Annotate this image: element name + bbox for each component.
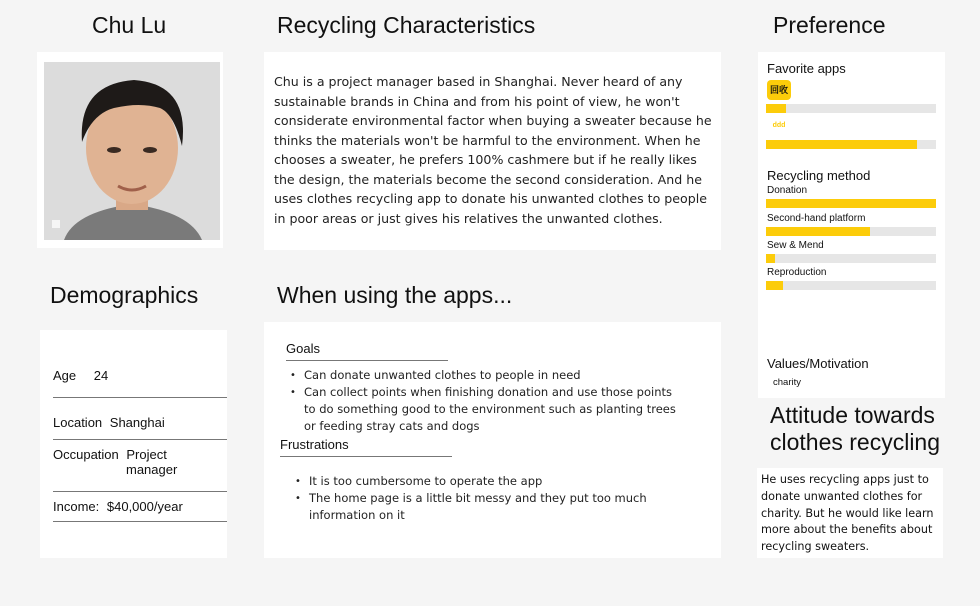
app-2-level-track	[766, 140, 936, 149]
values-title: Values/Motivation	[767, 356, 869, 371]
demographics-card	[40, 330, 227, 558]
persona-name: Chu Lu	[92, 12, 167, 38]
location-label: Location	[53, 415, 103, 430]
frustration-item: • The home page is a little bit messy and they put too much information on it	[291, 490, 651, 524]
characteristics-title: Recycling Characteristics	[277, 12, 536, 38]
favorite-apps-title: Favorite apps	[767, 61, 846, 76]
app-icon-2-glyph: ddd	[772, 122, 786, 129]
method-track-reproduction	[766, 281, 936, 290]
attitude-title-line2: clothes recycling	[770, 429, 941, 455]
app-icon-2[interactable]	[767, 118, 791, 134]
attitude-title-line1: Attitude towards	[770, 402, 935, 428]
method-bar-reproduction	[766, 281, 783, 290]
apps-title: When using the apps...	[277, 282, 513, 308]
demo-row-age	[53, 368, 227, 398]
occupation-value-line1: Project	[126, 447, 167, 462]
age-label: Age	[53, 368, 77, 383]
frustration-item: • It is too cumbersome to operate the app	[291, 473, 651, 490]
age-value: 24	[93, 368, 109, 383]
app-1-level-track	[766, 104, 936, 113]
method-track-sew-mend	[766, 254, 936, 263]
method-bar-sew-mend	[766, 254, 775, 263]
demo-row-income	[53, 499, 227, 522]
demographics-title: Demographics	[50, 282, 199, 308]
recycling-method-title: Recycling method	[767, 168, 871, 183]
goal-item: • Can donate unwanted clothes to people in need	[286, 367, 686, 384]
frustrations-list	[291, 473, 651, 524]
goals-list	[286, 367, 686, 435]
attitude-title	[770, 402, 940, 456]
app-icon-1-glyph: 回收	[769, 85, 788, 95]
characteristics-text: Chu is a project manager based in Shanghai. Never heard of any sustainable brands in China and from his point of view, he won't considerate environmental factor when buying a sweater because he thinks the materials won't be harmful to the environment. When he chooses a sweater, he prefers 100% cashmere but if he really likes the design, the materials become the second consideration. And he uses clothes recycling app to donate his unwanted clothes to people in poor areas or just gives his relatives the unwanted clothes.	[274, 74, 712, 226]
method-label-second-hand: Second-hand platform	[767, 213, 866, 224]
attitude-text: He uses recycling apps just to donate unwanted clothes for charity. But he would like learn more about the benefits about recycling sweaters.	[761, 473, 934, 554]
attitude-card	[757, 468, 943, 558]
method-label-donation: Donation	[767, 185, 808, 196]
goal-item: • Can collect points when finishing donation and use those points to do something good to the environment such as planting trees or feeding stray cats and dogs	[286, 384, 686, 435]
occupation-label: Occupation	[53, 447, 119, 462]
photo-card	[37, 52, 223, 248]
income-value: $40,000/year	[106, 499, 183, 514]
app-icon-1[interactable]	[767, 80, 791, 100]
method-bar-second-hand	[766, 227, 870, 236]
method-bar-donation	[766, 199, 936, 208]
portrait-illustration	[44, 62, 220, 240]
preference-title: Preference	[773, 12, 886, 38]
location-value: Shanghai	[109, 415, 165, 430]
method-track-second-hand	[766, 227, 936, 236]
apps-card	[264, 322, 721, 558]
demo-row-location	[53, 415, 227, 440]
values-text: charity	[773, 377, 801, 388]
preference-card	[758, 52, 945, 398]
income-label: Income:	[53, 499, 100, 514]
method-label-reproduction: Reproduction	[767, 267, 827, 278]
frustrations-title: Frustrations	[280, 437, 452, 457]
method-label-sew-mend: Sew & Mend	[767, 240, 824, 251]
method-track-donation	[766, 199, 936, 208]
demo-row-occupation	[53, 447, 227, 492]
app-2-level-bar	[766, 140, 917, 149]
goals-title: Goals	[286, 341, 448, 361]
avatar	[44, 62, 220, 240]
app-1-level-bar	[766, 104, 786, 113]
occupation-value-line2: manager	[126, 462, 178, 477]
characteristics-card	[264, 52, 721, 250]
